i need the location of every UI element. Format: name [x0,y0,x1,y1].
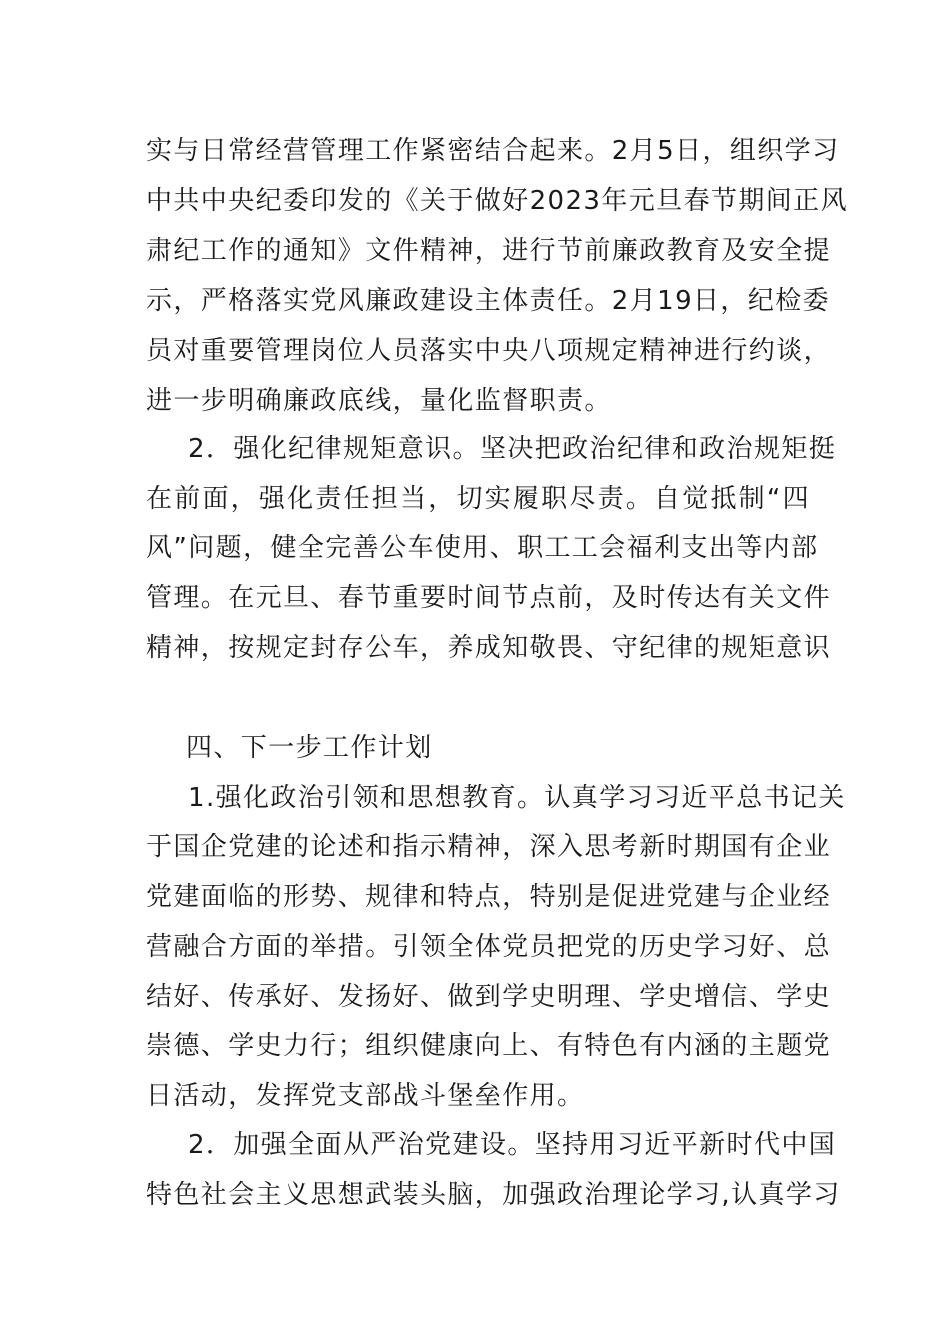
paragraph-line: 示，严格落实党风廉政建设主体责任。2月19日，纪检委 [146,286,831,316]
paragraph-line: 肃纪工作的通知》文件精神，进行节前廉政教育及安全提 [146,236,832,266]
paragraph-line-first: 1.强化政治引领和思想教育。认真学习习近平总书记关 [188,783,846,813]
paragraph-line: 风”问题，健全完善公车使用、职工工会福利支出等内部 [146,533,819,563]
paragraph-line: 管理。在元旦、春节重要时间节点前，及时传达有关文件 [146,583,832,613]
paragraph-line: 党建面临的形势、规律和特点，特别是促进党建与企业经 [146,882,832,912]
paragraph-line: 营融合方面的举措。引领全体党员把党的历史学习好、总 [146,932,832,962]
paragraph-line-last: 进一步明确廉政底线，量化监督职责。 [146,386,612,416]
paragraph-line: 于国企党建的论述和指示精神，深入思考新时期国有企业 [146,832,832,862]
paragraph-line-first: 2．加强全面从严治党建设。坚持用习近平新时代中国 [188,1130,837,1160]
paragraph-line: 中共中央纪委印发的《关于做好2023年元旦春节期间正风 [146,186,848,216]
paragraph-line: 崇德、学史力行；组织健康向上、有特色有内涵的主题党 [146,1031,832,1061]
paragraph-line-first: 2．强化纪律规矩意识。坚决把政治纪律和政治规矩挺 [188,434,837,464]
paragraph-line-last: 日活动，发挥党支部战斗堡垒作用。 [146,1081,585,1111]
paragraph-line: 结好、传承好、发扬好、做到学史明理、学史增信、学史 [146,982,832,1012]
paragraph-line: 实与日常经营管理工作紧密结合起来。2月5日，组织学习 [146,136,840,166]
section-heading: 四、下一步工作计划 [186,733,433,763]
paragraph-line: 特色社会主义思想武装头脑，加强政治理论学习,认真学习 [146,1180,841,1210]
paragraph-line: 在前面，强化责任担当，切实履职尽责。自觉抵制“四 [146,484,810,514]
paragraph-line: 员对重要管理岗位人员落实中央八项规定精神进行约谈， [146,336,832,366]
paragraph-line: 精神，按规定封存公车，养成知敬畏、守纪律的规矩意识 [146,633,832,663]
